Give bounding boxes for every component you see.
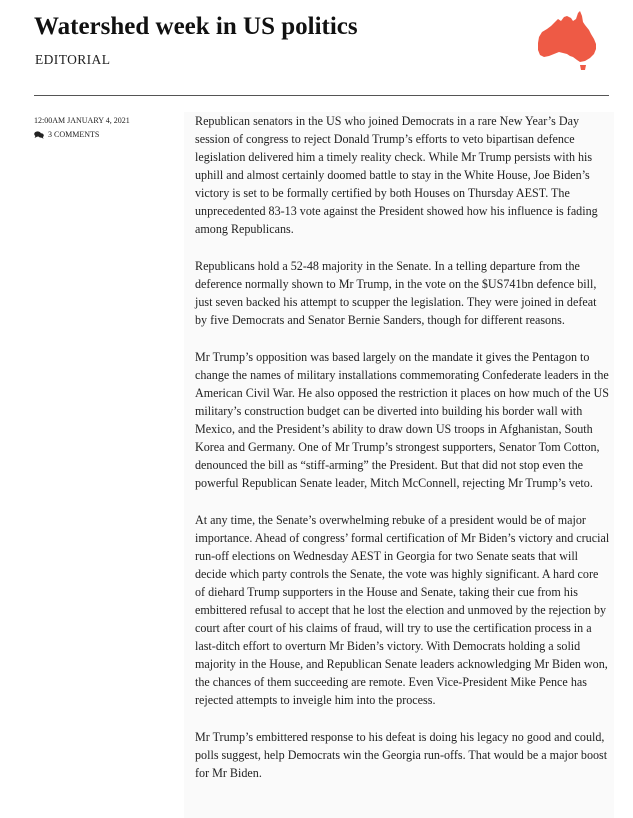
- comments-link[interactable]: [34, 128, 184, 142]
- article-paragraph: Republican senators in the US who joined Democrats in a rare New Year’s Day session of congress to reject Donald Trump’s efforts to veto bipartisan defence legislation delivered him a timely reality check. While Mr Trump persists with his uphill and almost certainly doomed battle to stay in the White House, Joe Biden’s victory is set to be formally certified by both Houses on Thursday AEST. The unprecedented 83-13 vote against the President showed how his influence is fading among Republicans.: [195, 114, 598, 236]
- article-paragraph: At any time, the Senate’s overwhelming rebuke of a president would be of major importance. Ahead of congress’ formal certification of Mr Biden’s victory and crucial run-off elections on Wednesday AEST in Georgia for two Senate seats that will decide which party controls the Senate, the vote was highly significant. A hard core of diehard Trump supporters in the House and Senate, taking their cue from his embittered refusal to accept that he lost the election and unmoved by the rejection by court after court of his claims of fraud, will try to use the certification process in a last-ditch effort to overturn Mr Biden’s victory. With Democrats holding a solid majority in the House, and Republican Senate leaders acknowledging Mr Biden won, the chances of them succeeding are remote. Even Vice-President Mike Pence has rejected attempts to inveigle him into the process.: [195, 513, 610, 707]
- tasmania-shape: [580, 65, 586, 70]
- australia-mainland-shape: [538, 11, 596, 62]
- header-divider: [34, 95, 609, 96]
- page-title: Watershed week in US politics: [34, 13, 358, 40]
- article-body: [184, 112, 614, 818]
- article-paragraph: Mr Trump’s embittered response to his defeat is doing his legacy no good and could, polls suggest, help Democrats win the Georgia run-offs. That would be a major boost for Mr Biden.: [195, 730, 608, 780]
- comments-icon: [34, 131, 44, 139]
- publish-timestamp: 12:00AM JANUARY 4, 2021: [34, 116, 130, 125]
- comments-count: 3 COMMENTS: [48, 130, 100, 139]
- article-paragraph: Mr Trump’s opposition was based largely on the mandate it gives the Pentagon to change the names of military installations commemorating Confederate leaders in the American Civil War. He also opposed the restriction it places on how much of the US military’s construction budget can be diverted into building his border wall with Mexico, and the President’s ability to draw down US troops in Afghanistan, South Korea and Germany. One of Mr Trump’s strongest supporters, Senator Tom Cotton, denounced the bill as “stiff-arming” the President. But that did not stop even the powerful Republican Senate leader, Mitch McConnell, rejecting Mr Trump’s veto.: [195, 350, 609, 490]
- section-label[interactable]: EDITORIAL: [35, 52, 111, 67]
- australia-map-icon[interactable]: [536, 10, 600, 72]
- article-paragraph: Republicans hold a 52-48 majority in the Senate. In a telling departure from the deference normally shown to Mr Trump, in the vote on the $US741bn defence bill, just seven backed his attempt to scupper the legislation. They were joined in defeat by five Democrats and Senator Bernie Sanders, though for different reasons.: [195, 259, 597, 327]
- article-meta: [34, 114, 184, 142]
